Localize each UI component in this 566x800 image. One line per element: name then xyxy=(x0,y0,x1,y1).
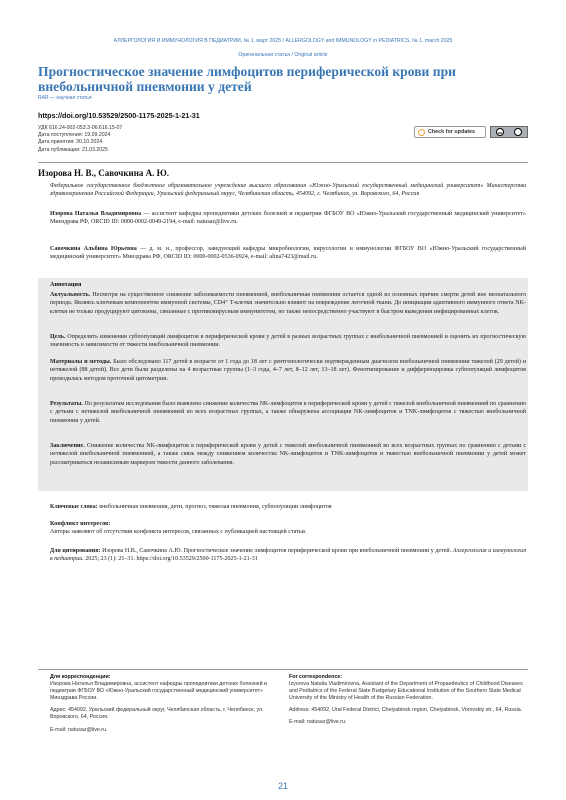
correspondence-heading-ru: Для корреспонденции: xyxy=(50,674,111,680)
citation: Для цитирования: Изорова Н.В., Савочкина А.Ю. Прогностическое значение лимфоцитов периферической крови при внебольничной пневмонии у детей. Аллергология и иммунология в педиатрии. 2025; 23 (1): 21–31. https://doi.org/10.53529/2500-1175-2025-1-21-31 xyxy=(50,548,526,563)
abstract-heading: Аннотация xyxy=(50,281,82,288)
doi-link[interactable]: https://doi.org/10.53529/2500-1175-2025-1-21-31 xyxy=(38,111,200,120)
affiliation: Федеральное государственное бюджетное образовательное учреждение высшего образования «Южно-Уральский государственный медицинский университет» Министерства здравоохранения Российской Федерации, Уральский федеральный округ, Челябинская область, 454092, г. Челябинск, ул. Воровского, 64, Россия xyxy=(50,183,526,198)
page-number: 21 xyxy=(277,781,288,791)
badges xyxy=(414,126,528,138)
conflict-heading: Конфликт интересов: xyxy=(50,520,111,527)
keywords: Ключевые слова: внебольничная пневмония, дети, прогноз, тяжелая пневмония, субпопуляции лимфоцитов xyxy=(50,504,332,510)
correspondence-ru: Для корреспонденции: Изорова Наталья Владимировна, ассистент кафедры пропедевтики детских болезней и педиатрии ФГБОУ ВО «Южно-Уральский государственный медицинский университет» Минздрава России. Адрес: 454092, Уральский федеральный округ, Челябинская область, г. Челябинск, ул. Воровского, 64, Россия. E-mail: natusaz@live.ru. xyxy=(50,674,284,734)
attribution-icon xyxy=(514,128,522,136)
running-header xyxy=(0,0,566,58)
creative-commons-license-badge[interactable] xyxy=(490,126,528,138)
check-for-updates-button[interactable]: Check for updates xyxy=(414,126,486,138)
abstract-conclusion: Заключение. Снижение количества NK-лимфоцитов в периферической крови у детей с тяжелой внебольничной пневмонией во всех возрастных группах по сравнению с детьми с нетяжелой внебольничной пневмонией, а также связь между снижением количества NK-лимфоцитов и TNK-лимфоцитов и тяжестью внебольничной пневмонии у детей может рассматриваться независимым маркером тяжести данного заболевания. xyxy=(50,443,526,466)
correspondence-en: For correspondence: Izyurova Natalia Vladimirovna, Assistant of the Department of Propaedeutics of Childhood Diseases and Pediatrics of the Federal State Budgetary Educational Institution of the Southern State Medical University of the Ministry of Health of the Russian Federation. Address: 454092, Ural Federal District, Chelyabinsk region, Chelyabinsk, Vorovskiy str., 64, Russia. E-mail: natusaz@live.ru. xyxy=(289,674,523,726)
abstract-relevance: Актуальность. Несмотря на существенное снижение заболеваемости пневмонией, внебольничная пневмония остается одной из основных причин смерти детей вне неонатального периода. Являясь ключевым компонентом иммунной системы, CD4⁺ T-клетки значительно влияют на повреждение легочной ткани. До инициации адаптивного иммунного ответа NK-клетки не только продуцируют цитокины, связанные с противовирусным иммунитетом, но также непосредственно участвуют в быстром выведении инфицированных клеток. xyxy=(50,292,526,315)
email-link-ru[interactable]: E-mail: natusaz@live.ru. xyxy=(50,726,108,733)
email-link-en[interactable]: E-mail: natusaz@live.ru. xyxy=(289,719,347,726)
article-type: RAR — научная статья xyxy=(38,95,92,101)
author-bio-1: Изорова Наталья Владимировна — ассистент кафедры пропедевтики детских болезней и педиатрии ФГБОУ ВО «Южно-Уральский государственный медицинский университет» Минздрава РФ, ORCID ID: 0000-0002-0049-2194, e-mail: natusaz@live.ru. xyxy=(50,211,526,226)
journal-running-title: АЛЛЕРГОЛОГИЯ И ИММУНОЛОГИЯ В ПЕДИАТРИИ, № 1, март 2025 / ALLERGOLOGY and IMMUNOLOGY in PEDIATRICS, № 1, march 2025 xyxy=(113,38,453,44)
author-bio-2: Савочкина Альбина Юрьевна — д. м. н., профессор, заведующий кафедры микробиологии, вирусологии и иммунологии ФГБОУ ВО «Южно-Уральский государственный медицинский университет» Минздрава РФ, ORCID ID: 0000-0002-0536-0924, e-mail: alina7423@mail.ru. xyxy=(50,246,526,261)
article-title: Прогностическое значение лимфоцитов периферической крови при внебольничной пневмонии у детей xyxy=(38,64,457,94)
received-date: Дата поступления: 19.09.2024 xyxy=(38,132,111,139)
authors-line: Изорова Н. В., Савочкина А. Ю. xyxy=(38,168,170,178)
abstract-results: Результаты. По результатам исследования было выявлено снижение количества NK-лимфоцитов в периферической крови у детей с тяжелой внебольничной пневмонией по сравнению с детьми с нетяжелой внебольничной пневмонией во всех возрастных группах, а также обнаружена ассоциация NK-лимфоцитов и TNK-лимфоцитов с тяжестью внебольничной пневмонии у детей. xyxy=(50,401,526,424)
abstract-aim: Цель. Определить изменения субпопуляций лимфоцитов в периферической крови у детей в разных возрастных группах с внебольничной пневмонией и оценить их прогностическую значимость в зависимости от тяжести внебольничной пневмонии. xyxy=(50,334,526,349)
abstract-methods: Материалы и методы. Было обследовано 117 детей в возрасте от 1 года до 18 лет с рентгенологически подтвержденным диагнозом внебольничной пневмонии тяжелой (29 детей) и нетяжелой (88 детей). Все дети были разделены на 4 возрастные группы (1–3 года, 4–7 лет, 8–12 лет, 13–18 лет). Фенотипирование и дифференцировка субпопуляций лимфоцитов проводилась методом проточной цитометрии. xyxy=(50,359,526,382)
conflict-text: Авторы заявляют об отсутствии конфликта интересов, связанных с публикацией настоящей статьи. xyxy=(50,529,307,535)
article-section-label: Оригинальная статья / Original article xyxy=(238,52,328,58)
article-dates xyxy=(38,125,122,154)
correspondence-heading-en: For correspondence: xyxy=(289,674,342,680)
cc-icon: cc xyxy=(497,130,503,135)
check-updates-icon xyxy=(418,129,425,136)
accepted-date: Дата принятия: 30.10.2024 xyxy=(38,139,103,146)
footer-divider xyxy=(38,669,528,670)
published-date: Дата публикации: 21.03.2025 xyxy=(38,146,108,153)
udc-code: УДК 616.24-002-053.3-06:616.15-07 xyxy=(38,125,123,131)
divider xyxy=(38,162,528,163)
